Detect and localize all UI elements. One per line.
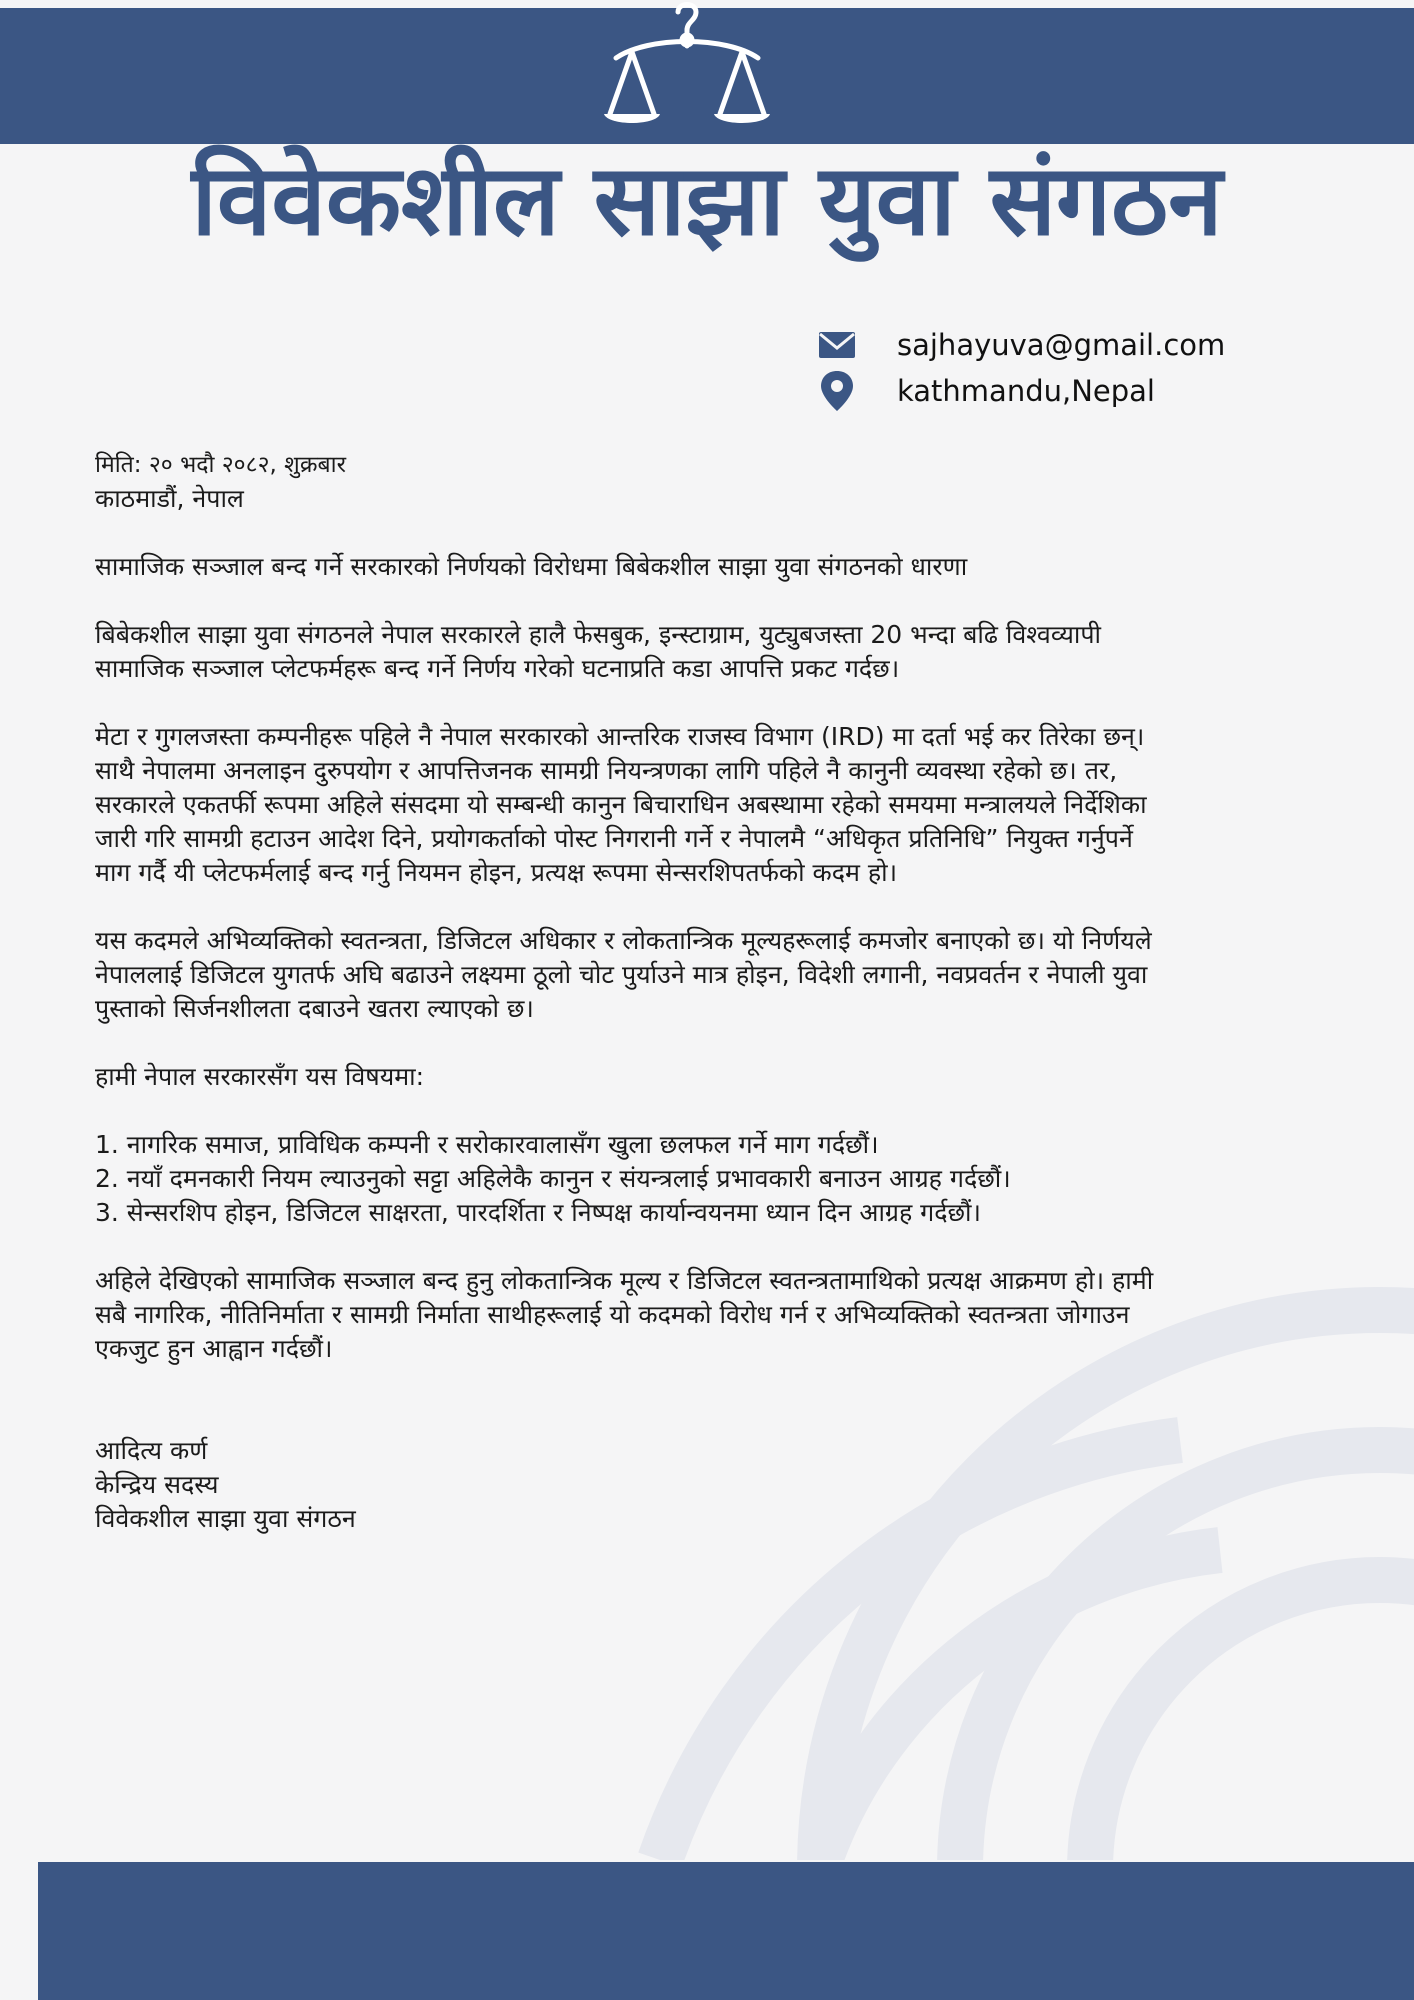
letter-paragraph-3: यस कदमले अभिव्यक्तिको स्वतन्त्रता, डिजिटल अधिकार र लोकतान्त्रिक मूल्यहरूलाई कमजोर बनाएको छ। यो निर्णयले नेपाललाई डिजिटल युगतर्फ अघि बढाउने लक्ष्यमा ठूलो चोट पुर्याउने मात्र होइन, विदेशी लगानी, नवप्रवर्तन र नेपाली युवा पुस्ताको सिर्जनशीलता दबाउने खतरा ल्याएको छ। [95, 926, 1152, 1023]
signature-organization: विवेकशील साझा युवा संगठन [95, 1504, 356, 1533]
footer-band [38, 1862, 1414, 2000]
signature-title: केन्द्रिय सदस्य [95, 1470, 219, 1499]
contact-block [815, 322, 1335, 414]
letter-paragraph-2: मेटा र गुगलजस्ता कम्पनीहरू पहिले नै नेपाल सरकारको आन्तरिक राजस्व विभाग (IRD) मा दर्ता भई कर तिरेका छन्। साथै नेपालमा अनलाइन दुरुपयोग र आपत्तिजनक सामग्री नियन्त्रणका लागि पहिले नै कानुनी व्यवस्था रहेको छ। तर, सरकारले एकतर्फी रूपमा अहिले संसदमा यो सम्बन्धी कानुन बिचाराधिन अबस्थामा रहेको समयमा मन्त्रालयले निर्देशिका जारी गरि सामग्री हटाउन आदेश दिने, प्रयोगकर्ताको पोस्ट निगरानी गर्ने र नेपालमै “अधिकृत प्रतिनिधि” नियुक्त गर्नुपर्ने माग गर्दै यी प्लेटफर्मलाई बन्द गर्नु नियमन होइन, प्रत्यक्ष रूपमा सेन्सरशिपतर्फको कदम हो। [95, 722, 1147, 887]
demand-item: 2. नयाँ दमनकारी नियम ल्याउनुको सट्टा अहिलेकै कानुन र संयन्त्रलाई प्रभावकारी बनाउन आग्रह गर्दछौं। [95, 1164, 1011, 1193]
scales-of-justice-icon [598, 0, 776, 130]
letter-subject: सामाजिक सञ्जाल बन्द गर्ने सरकारको निर्णयको विरोधमा बिबेकशील साझा युवा संगठनको धारणा [95, 552, 968, 581]
demands-intro: हामी नेपाल सरकारसँग यस विषयमा: [95, 1062, 425, 1091]
map-pin-icon [815, 369, 859, 413]
signature-name: आदित्य कर्ण [95, 1436, 208, 1465]
letter-closing: अहिले देखिएको सामाजिक सञ्जाल बन्द हुनु लोकतान्त्रिक मूल्य र डिजिटल स्वतन्त्रतामाथिको प्रत्यक्ष आक्रमण हो। हामी सबै नागरिक, नीतिनिर्माता र सामग्री निर्माता साथीहरूलाई यो कदमको विरोध गर्न र अभिव्यक्तिको स्वतन्त्रता जोगाउन एकजुट हुन आह्वान गर्दछौं। [95, 1266, 1154, 1363]
demand-item: 3. सेन्सरशिप होइन, डिजिटल साक्षरता, पारदर्शिता र निष्पक्ष कार्यान्वयनमा ध्यान दिन आग्रह गर्दछौं। [95, 1198, 982, 1227]
demand-item: 1. नागरिक समाज, प्राविधिक कम्पनी र सरोकारवालासँग खुला छलफल गर्ने माग गर्दछौं। [95, 1130, 879, 1159]
letter-body [95, 448, 1155, 1536]
contact-location: kathmandu,Nepal [897, 374, 1155, 408]
organization-title: विवेकशील साझा युवा संगठन [191, 144, 1223, 258]
letter-paragraph-1: बिबेकशील साझा युवा संगठनले नेपाल सरकारले हालै फेसबुक, इन्स्टाग्राम, युट्युबजस्ता 20 भन्दा बढि विश्वव्यापी सामाजिक सञ्जाल प्लेटफर्महरू बन्द गर्ने निर्णय गरेको घटनाप्रति कडा आपत्ति प्रकट गर्दछ। [95, 620, 1102, 683]
contact-location-row [815, 368, 1335, 414]
letter-place: काठमाडौं, नेपाल [95, 484, 244, 513]
letter-date: मिति: २० भदौ २०८२, शुक्रबार [95, 452, 346, 478]
envelope-icon [815, 323, 859, 367]
contact-email[interactable]: sajhayuva@gmail.com [897, 328, 1226, 362]
contact-email-row [815, 322, 1335, 368]
